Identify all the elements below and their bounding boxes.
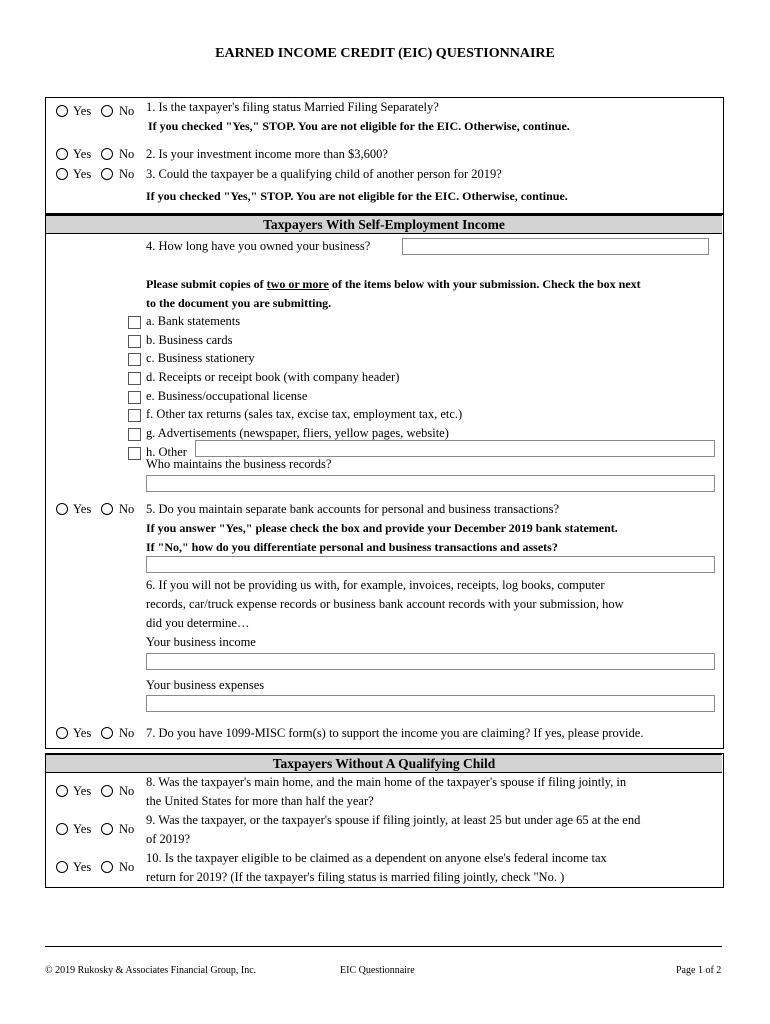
no-label: No <box>119 860 135 874</box>
radio-circle-icon[interactable] <box>101 823 113 835</box>
submit-note <box>146 276 641 292</box>
yes-label: Yes <box>73 860 92 874</box>
footer-copyright: © 2019 Rukosky & Associates Financial Group, Inc. <box>45 965 257 976</box>
document-label: d. Receipts or receipt book (with company header) <box>146 370 400 384</box>
stop-note-1: If you checked "Yes," STOP. You are not eligible for the EIC. Otherwise, continue. <box>148 119 570 133</box>
yes-label: Yes <box>73 726 92 740</box>
checkbox[interactable] <box>128 372 141 385</box>
other-document-field[interactable] <box>195 440 715 457</box>
section-header-no-qualifying-child: Taxpayers Without A Qualifying Child <box>46 754 722 773</box>
radio-circle-icon[interactable] <box>56 105 68 117</box>
no-label: No <box>119 147 135 161</box>
yes-label: Yes <box>73 104 92 118</box>
no-label: No <box>119 784 135 798</box>
radio-circle-icon[interactable] <box>56 861 68 873</box>
radio-circle-icon[interactable] <box>101 785 113 797</box>
yes-label: Yes <box>73 167 92 181</box>
submit-note-part2: of the items below with your submission. Check the box next <box>328 277 641 291</box>
document-label: a. Bank statements <box>146 314 241 328</box>
radio-circle-icon[interactable] <box>101 861 113 873</box>
radio-circle-icon[interactable] <box>101 168 113 180</box>
radio-circle-icon[interactable] <box>101 148 113 160</box>
yes-label: Yes <box>73 147 92 161</box>
checkbox[interactable] <box>128 391 141 404</box>
no-label: No <box>119 104 135 118</box>
no-label: No <box>119 167 135 181</box>
q8-line-2: the United States for more than half the year? <box>146 794 374 808</box>
no-label: No <box>119 726 135 740</box>
records-question: Who maintains the business records? <box>146 457 332 471</box>
submit-note-part1: Please submit copies of <box>146 277 267 291</box>
document-label: f. Other tax returns (sales tax, excise tax, employment tax, etc.) <box>146 407 463 421</box>
radio-circle-icon[interactable] <box>56 168 68 180</box>
checkbox[interactable] <box>128 335 141 348</box>
document-label: c. Business stationery <box>146 351 255 365</box>
q5-note-1: If you answer "Yes," please check the box and provide your December 2019 bank statement. <box>146 521 618 535</box>
yes-label: Yes <box>73 784 92 798</box>
q6-line-2: records, car/truck expense records or business bank account records with your submission, how <box>146 597 624 611</box>
footer-document-name: EIC Questionnaire <box>340 965 415 976</box>
submit-note-line2: to the document you are submitting. <box>146 296 332 310</box>
checkbox[interactable] <box>128 316 141 329</box>
q10-line-1: 10. Is the taxpayer eligible to be claimed as a dependent on anyone else's federal income tax <box>146 851 607 865</box>
radio-circle-icon[interactable] <box>56 503 68 515</box>
q2-text: 2. Is your investment income more than $3,600? <box>146 147 388 161</box>
document-label: g. Advertisements (newspaper, fliers, yellow pages, website) <box>146 426 449 440</box>
q10-line-2: return for 2019? (If the taxpayer's filing status is married filing jointly, check "No. ) <box>146 870 565 884</box>
footer-divider <box>45 946 722 947</box>
q6-line-1: 6. If you will not be providing us with, for example, invoices, receipts, log books, computer <box>146 578 605 592</box>
q3-text: 3. Could the taxpayer be a qualifying child of another person for 2019? <box>146 167 502 181</box>
business-expenses-field[interactable] <box>146 695 715 712</box>
no-label: No <box>119 822 135 836</box>
radio-circle-icon[interactable] <box>56 785 68 797</box>
stop-note-2: If you checked "Yes," STOP. You are not eligible for the EIC. Otherwise, continue. <box>146 189 568 203</box>
business-income-label: Your business income <box>146 635 256 649</box>
document-label: b. Business cards <box>146 333 233 347</box>
document-label: h. Other <box>146 445 187 459</box>
q7-text: 7. Do you have 1099-MISC form(s) to support the income you are claiming? If yes, please provide. <box>146 726 644 740</box>
document-label: e. Business/occupational license <box>146 389 308 403</box>
footer-page-number: Page 1 of 2 <box>676 965 722 976</box>
business-expenses-label: Your business expenses <box>146 678 265 692</box>
radio-circle-icon[interactable] <box>101 503 113 515</box>
q1-text: 1. Is the taxpayer's filing status Married Filing Separately? <box>146 100 439 114</box>
page-title: EARNED INCOME CREDIT (EIC) QUESTIONNAIRE <box>215 46 555 61</box>
business-income-field[interactable] <box>146 653 715 670</box>
radio-circle-icon[interactable] <box>56 727 68 739</box>
radio-circle-icon[interactable] <box>101 727 113 739</box>
records-field[interactable] <box>146 475 715 492</box>
radio-circle-icon[interactable] <box>101 105 113 117</box>
q4-text: 4. How long have you owned your business? <box>146 239 371 253</box>
checkbox[interactable] <box>128 353 141 366</box>
checkbox[interactable] <box>128 409 141 422</box>
yes-label: Yes <box>73 502 92 516</box>
checkbox[interactable] <box>128 428 141 441</box>
q9-line-1: 9. Was the taxpayer, or the taxpayer's spouse if filing jointly, at least 25 but under age 65 at the end <box>146 813 641 827</box>
checkbox[interactable] <box>128 447 141 460</box>
q8-line-1: 8. Was the taxpayer's main home, and the main home of the taxpayer's spouse if filing jointly, in <box>146 775 627 789</box>
radio-circle-icon[interactable] <box>56 823 68 835</box>
submit-note-underlined: two or more <box>266 277 329 291</box>
section-header-self-employment: Taxpayers With Self-Employment Income <box>46 215 722 234</box>
q9-line-2: of 2019? <box>146 832 191 846</box>
q5-note-2: If "No," how do you differentiate personal and business transactions and assets? <box>146 540 558 554</box>
q6-line-3: did you determine… <box>146 616 250 630</box>
differentiate-field[interactable] <box>146 556 715 573</box>
yes-label: Yes <box>73 822 92 836</box>
radio-circle-icon[interactable] <box>56 148 68 160</box>
no-label: No <box>119 502 135 516</box>
business-duration-field[interactable] <box>402 238 709 255</box>
q5-text: 5. Do you maintain separate bank accounts for personal and business transactions? <box>146 502 560 516</box>
